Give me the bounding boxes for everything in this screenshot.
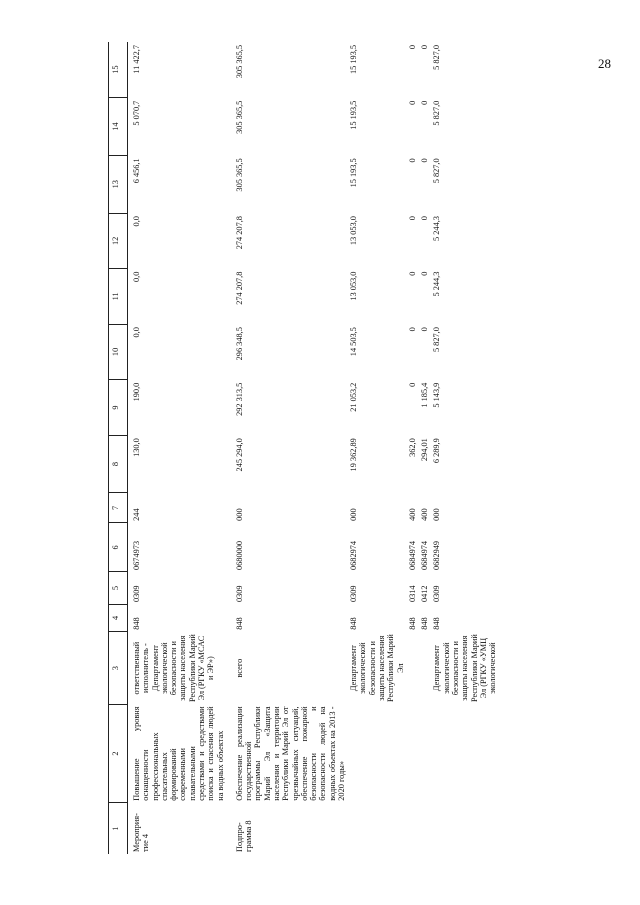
column-header: 3 [109, 632, 128, 705]
table-cell: 13 053,0 [349, 216, 359, 246]
table-cell: 274 207,8 [234, 271, 244, 305]
table-cell: 0 [407, 271, 417, 276]
table-row [418, 42, 430, 854]
table-row [406, 42, 418, 854]
column-header: 15 [109, 42, 128, 98]
column-header: 9 [109, 380, 128, 436]
table-cell: 000 [234, 508, 244, 521]
table-cell: 5 827,0 [432, 100, 442, 126]
table-cell: 0309 [432, 585, 442, 603]
table-cell [406, 803, 418, 854]
table-cell: 1 185,4 [420, 382, 430, 408]
table-cell: 190,0 [132, 382, 141, 402]
table-cell [406, 704, 418, 802]
table-cell: 274 207,8 [234, 216, 244, 250]
table-row [430, 42, 498, 854]
table-cell [418, 704, 430, 802]
table-cell: 5 827,0 [432, 327, 442, 353]
table-cell: 130,0 [132, 438, 141, 457]
table-cell: 0,0 [132, 216, 141, 227]
table-cell: 245 294,0 [234, 438, 244, 472]
table-cell: 0309 [234, 585, 244, 603]
table-cell: 292 313,5 [234, 382, 244, 416]
table-cell [430, 803, 498, 854]
table-cell: 244 [132, 508, 141, 521]
table-cell: 0684974 [407, 540, 417, 570]
rotated-table-container [108, 42, 525, 854]
table-cell [347, 704, 406, 802]
budget-table [108, 42, 498, 854]
table-cell: 0 [420, 216, 430, 221]
table-cell: Мероприя-тие 4 [132, 813, 151, 852]
table-cell: 0684974 [420, 540, 430, 570]
table-cell [430, 704, 498, 802]
table-cell: 5 827,0 [432, 45, 442, 70]
table-cell: 15 193,5 [349, 100, 359, 130]
column-header: 7 [109, 493, 128, 523]
table-cell: 0 [420, 327, 430, 332]
column-header: 4 [109, 604, 128, 632]
table-cell: 0682949 [432, 540, 442, 570]
column-header: 13 [109, 155, 128, 213]
table-cell: 15 193,5 [349, 45, 359, 75]
table-cell: 0314 [407, 585, 417, 603]
table-cell: Департамент экологической безопасности и защиты населения Республики Марий Эл (РГКУ «УМЦ экологической [432, 634, 498, 703]
table-cell: 0 [407, 327, 417, 332]
header-row [109, 42, 128, 854]
table-cell: 0674973 [132, 540, 141, 570]
table-cell: Подпро-грамма 8 [234, 820, 254, 852]
table-cell: 848 [432, 617, 442, 630]
column-header: 10 [109, 324, 128, 380]
table-cell: ответственный исполнитель - Департамент экологической безопасности и защиты населения Республики Марий Эл (РГКУ «МСАС и ЭР») [132, 634, 216, 703]
table-cell: 0309 [132, 585, 141, 603]
table-cell: Обеспечение реализации государственной программы Республики Марий Эл «Защита населения и территории Республики Марий Эл от чрезвычайных ситуаций, обеспечение пожарной безопасности и безопасности людей на водных объектах на 2013 - 2020 годы» [234, 706, 346, 801]
table-cell: 0,0 [132, 271, 141, 282]
table-cell: 13 053,0 [349, 271, 359, 301]
table-cell: 305 365,5 [234, 100, 244, 134]
table-cell: 0 [407, 45, 417, 50]
table-cell: 305 365,5 [234, 158, 244, 192]
table-cell: 848 [132, 617, 141, 630]
table-cell: 296 348,5 [234, 327, 244, 361]
table-cell: 0680000 [234, 540, 244, 570]
column-header: 2 [109, 704, 128, 802]
table-row [347, 42, 406, 854]
table-cell: 11 422,7 [132, 45, 141, 74]
table-cell: 0,0 [132, 327, 141, 338]
table-cell: 848 [420, 617, 430, 630]
table-cell: 0 [407, 216, 417, 221]
table-body [128, 42, 499, 854]
table-row [128, 42, 231, 854]
table-cell: 5 244,3 [432, 216, 442, 241]
table-cell: 19 362,89 [349, 438, 359, 472]
table-cell [406, 632, 418, 705]
column-header: 8 [109, 435, 128, 493]
table-cell: 848 [349, 617, 359, 630]
table-cell: 6 456,1 [132, 158, 141, 184]
table-cell: 400 [407, 508, 417, 521]
table-cell: 5 827,0 [432, 158, 442, 184]
table-cell: всего [234, 658, 244, 678]
column-header: 14 [109, 98, 128, 156]
table-cell [418, 803, 430, 854]
table-cell: 0 [420, 100, 430, 105]
table-cell: 5 143,9 [432, 382, 442, 408]
column-header: 6 [109, 523, 128, 572]
table-cell: 848 [234, 617, 244, 630]
table-cell: 848 [407, 617, 417, 630]
table-cell: 15 193,5 [349, 158, 359, 188]
column-header: 12 [109, 213, 128, 269]
table-row [231, 42, 347, 854]
table-cell: 5 244,3 [432, 271, 442, 297]
table-cell: 400 [420, 508, 430, 521]
table-cell: Департамент экологической безопасности и защиты населения Республики Марий Эл [349, 634, 405, 703]
table-cell: 21 053,2 [349, 382, 359, 412]
table-cell: 0 [420, 271, 430, 276]
table-cell: 0 [407, 100, 417, 105]
table-cell: 000 [349, 508, 359, 521]
table-cell: 0 [407, 382, 417, 387]
column-header: 5 [109, 572, 128, 604]
table-cell: 305 365,5 [234, 45, 244, 79]
table-cell: 14 503,5 [349, 327, 359, 357]
table-cell [418, 632, 430, 705]
table-cell: 0 [420, 158, 430, 163]
table-cell: 0412 [420, 585, 430, 603]
table-cell: 294,01 [420, 438, 430, 462]
table-cell: 000 [432, 508, 442, 521]
table-cell: 362,0 [407, 438, 417, 457]
page-number: 28 [598, 56, 611, 71]
table-cell: 0682974 [349, 540, 359, 570]
table-cell: 0 [407, 158, 417, 163]
table-cell [347, 803, 406, 854]
column-header: 1 [109, 803, 128, 854]
table-cell: 6 289,9 [432, 438, 442, 464]
table-cell: 0 [420, 45, 430, 50]
column-header: 11 [109, 269, 128, 325]
table-cell: Повышение уровня оснащенности профессиональных спасательных формирований современными плавательными средствами и средствами поиска и спасения людей на водных объектах [132, 706, 225, 801]
table-cell: 5 070,7 [132, 100, 141, 126]
table-cell: 0309 [349, 585, 359, 603]
